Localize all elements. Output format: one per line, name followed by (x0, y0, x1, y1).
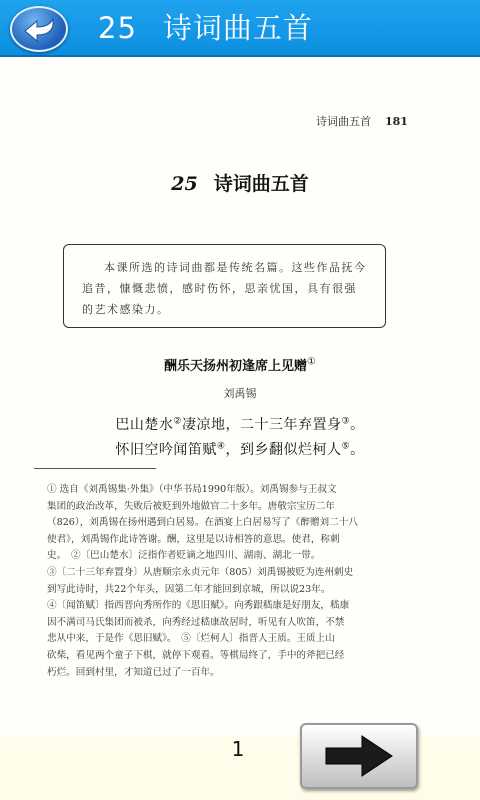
lesson-number: 25 (98, 11, 137, 45)
poem-line-2-note-b: ⑤ (341, 441, 351, 452)
textbook-page (0, 57, 480, 737)
running-head-page: 181 (385, 115, 408, 128)
poem-title-note: ① (307, 356, 316, 368)
running-head (316, 113, 408, 129)
footnote-line: 砍柴，看见两个童子下棋，就停下观看。等棋局终了，手中的斧把已经 (47, 649, 345, 661)
footnote-line: 史。 ②〔巴山楚水〕泛指作者贬谪之地四川、湖南、湖北一带。 (47, 550, 321, 562)
footnote-line: 集团的政治改革，失败后被贬到外地做官二十多年。唐敬宗宝历二年 (47, 500, 335, 512)
chapter-number: 25 (171, 173, 198, 195)
footer-bar (0, 737, 480, 800)
intro-box (63, 244, 386, 328)
poem-line-2-b: ，到乡翻似烂柯人 (225, 442, 342, 458)
footnote-line: 朽烂。回到村里，才知道已过了一百年。 (47, 666, 220, 678)
poem-line-1-note-a: ② (173, 416, 182, 427)
poem-title (0, 355, 480, 374)
poem-line-1 (0, 414, 480, 434)
footnote-line: （826），刘禹锡在扬州遇到白居易。在酒宴上白居易写了《醉赠刘二十八 (47, 517, 358, 529)
footnote-line: 到写此诗时，共22个年头，因第二年才能回到京城，所以说23年。 (47, 583, 331, 595)
next-page-button[interactable] (300, 723, 418, 789)
chapter-title (0, 169, 480, 196)
poem-title-text: 酬乐天扬州初逢席上见赠 (164, 359, 308, 374)
page-number: 1 (231, 737, 245, 761)
footnote-line: ④〔闻笛赋〕指西晋向秀所作的《思旧赋》。向秀跟嵇康是好朋友，嵇康 (47, 600, 350, 612)
footnote-line: 因不满司马氏集团而被杀，向秀经过嵇康故居时，听见有人吹笛，不禁 (47, 616, 345, 628)
running-head-title: 诗词曲五首 (316, 115, 371, 128)
footnote-line: ① 选自《刘禹锡集·外集》（中华书局1990年版）。刘禹锡参与王叔文 (47, 484, 337, 495)
app-header (0, 0, 480, 57)
poem-line-1-a: 巴山楚水 (115, 417, 174, 433)
footnote-line: ③〔二十三年弃置身〕从唐顺宗永贞元年（805）刘禹锡被贬为连州刺史 (47, 566, 354, 578)
right-arrow-icon (322, 732, 396, 780)
poem-line-2-a: 怀旧空吟闻笛赋 (115, 442, 217, 458)
poem-author: 刘禹锡 (223, 387, 257, 400)
footnote-divider (34, 468, 156, 469)
poem-line-1-c: 。 (350, 417, 365, 433)
back-button[interactable] (10, 6, 68, 52)
footnote-line: 使君》，刘禹锡作此诗答谢。酬，这里是以诗相答的意思。使君，称刺 (47, 533, 340, 545)
intro-text: 本课所选的诗词曲都是传统名篇。这些作品抚今追昔，慷慨悲愤，感时伤怀，思亲忧国，具有很强的艺术感染力。 (82, 261, 367, 316)
poem-line-1-b: 凄凉地，二十三年弃置身 (182, 417, 342, 433)
lesson-title: 诗词曲五首 (162, 11, 313, 45)
poem-line-1-note-b: ③ (341, 416, 351, 427)
header-title (98, 8, 313, 48)
footnote-line: 悲从中来，于是作《思旧赋》。 ⑤〔烂柯人〕指晋人王质。王质上山 (47, 633, 335, 645)
poem-line-2 (0, 439, 480, 459)
poem-line-2-c: 。 (350, 442, 365, 458)
back-arrow-icon (21, 15, 59, 45)
chapter-title-text: 诗词曲五首 (213, 173, 309, 195)
poem-line-2-note-a: ④ (216, 441, 226, 452)
footnotes (47, 482, 432, 681)
